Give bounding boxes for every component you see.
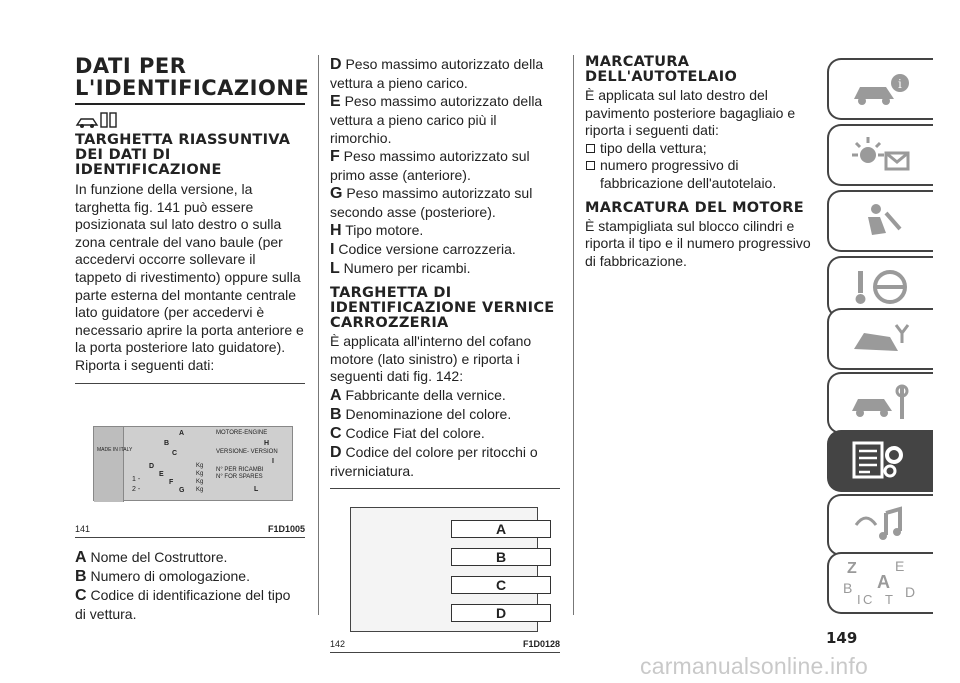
- paint-label-b: B: [451, 548, 551, 566]
- paint-label-c: C: [451, 576, 551, 594]
- page-title: DATI PER L'IDENTIFICAZIONE: [75, 55, 305, 105]
- plate-kg: Kg: [196, 470, 204, 477]
- list-item: F Peso massimo autorizzato sul primo asse (anteriore).: [330, 148, 530, 183]
- maintenance-car-icon: [846, 383, 916, 423]
- bullet-item: numero progressivo di fabbricazione dell'autotelaio.: [585, 157, 815, 192]
- list-item: A Fabbricante della vernice.: [330, 386, 506, 404]
- plate-letter-g: G: [179, 486, 185, 494]
- paint-label-a: A: [451, 520, 551, 538]
- section-body: In funzione della versione, la targhetta fig. 141 può essere posizionata sul lato destro o sulla zona centrale del vano baule (per accedervi occorre sollevare il tappeto di rivestimento) oppure sulla parte esterna del montante centrale lato guidatore (per accedervi è necessario aprire la porta anteriore e la porta posteriore lato guidatore). Riporta i seguenti dati:: [75, 181, 304, 373]
- id-plate-illustration: [93, 426, 293, 501]
- plate-spares-en: N° FOR SPARES: [216, 473, 263, 480]
- figure-code: F1D0128: [522, 638, 560, 649]
- bullet-square-icon: [586, 161, 595, 170]
- plate-letter-c: C: [172, 449, 178, 457]
- warning-lights-icon: [846, 135, 916, 175]
- svg-text:i: i: [898, 77, 902, 91]
- index-letters-icon: Z E A B D C I T: [843, 558, 916, 607]
- legend-list: [75, 548, 305, 623]
- multimedia-icon: [846, 505, 916, 545]
- tab-multimedia[interactable]: [827, 494, 933, 556]
- list-item: A Nome del Costruttore.: [75, 548, 228, 566]
- car-document-icon: [75, 111, 119, 129]
- legend-list: [330, 386, 560, 480]
- plate-spares-it: N° PER RICAMBI: [216, 466, 264, 473]
- figure-top-rule: [330, 488, 560, 489]
- section-title: MARCATURA DELL'AUTOTELAIO: [585, 54, 738, 85]
- watermark: carmanualsonline.info: [640, 653, 868, 679]
- legend-list: [330, 55, 560, 278]
- list-item: C Codice Fiat del colore.: [330, 424, 485, 442]
- key-steering-icon: [846, 267, 916, 307]
- list-item: D Codice del colore per ritocchi o riverniciatura.: [330, 443, 538, 479]
- tab-emergency-crash[interactable]: [827, 308, 933, 370]
- page-number: 149: [826, 629, 858, 647]
- column-3: [585, 55, 815, 270]
- plate-letter-i: I: [272, 457, 274, 465]
- plate-kg: Kg: [196, 478, 204, 485]
- section-body: È stampigliata sul blocco cilindri e riporta il tipo e il numero progressivo di fabbricazione.: [585, 217, 811, 269]
- plate-version-label: VERSIONE- VERSION: [216, 448, 278, 455]
- figure-bottom-rule: [75, 537, 305, 538]
- plate-letter-h: H: [264, 439, 270, 447]
- section-title: MARCATURA DEL MOTORE: [585, 199, 804, 216]
- tab-car-info[interactable]: [827, 58, 933, 120]
- section-body: È applicata all'interno del cofano motore (lato sinistro) e riporta i seguenti dati fig. 142:: [330, 333, 532, 385]
- list-item: H Tipo motore.: [330, 222, 424, 239]
- figure-number: 141: [75, 523, 91, 534]
- tab-seat-airbag[interactable]: [827, 190, 933, 252]
- figure-number: 142: [330, 638, 346, 649]
- tab-maintenance-car[interactable]: [827, 372, 933, 434]
- figure-code: F1D1005: [267, 523, 305, 534]
- list-item: L Numero per ricambi.: [330, 260, 471, 277]
- column-separator: [318, 55, 319, 615]
- list-item: I Codice versione carrozzeria.: [330, 241, 516, 258]
- list-item: B Denominazione del colore.: [330, 405, 512, 423]
- list-item: D Peso massimo autorizzato della vettura a pieno carico.: [330, 56, 544, 91]
- bullet-square-icon: [586, 144, 595, 153]
- tab-warning-lights[interactable]: [827, 124, 933, 186]
- plate-kg: Kg: [196, 462, 204, 469]
- list-item: G Peso massimo autorizzato sul secondo asse (posteriore).: [330, 185, 533, 220]
- paint-plate-illustration: [350, 507, 538, 632]
- seat-airbag-icon: [846, 201, 916, 241]
- tab-index[interactable]: [827, 552, 933, 614]
- column-1: [75, 54, 310, 623]
- section-icon: [75, 111, 305, 129]
- car-info-icon: [846, 69, 916, 109]
- list-item: E Peso massimo autorizzato della vettura a pieno carico più il rimorchio.: [330, 93, 543, 146]
- list-item: C Codice di identificazione del tipo di vettura.: [75, 586, 291, 622]
- plate-row-2: 2 -: [132, 485, 141, 493]
- bullet-item: tipo della vettura;: [585, 140, 815, 158]
- emergency-crash-icon: [846, 319, 916, 359]
- figure-caption: [75, 524, 305, 534]
- plate-letter-a: A: [179, 429, 185, 437]
- section-body: È applicata sul lato destro del pavimento posteriore bagagliaio e riporta i seguenti dati:: [585, 87, 796, 139]
- column-separator: [573, 55, 574, 615]
- figure-bottom-rule: [330, 652, 560, 653]
- plate-engine-label: MOTORE-ENGINE: [216, 429, 268, 436]
- figure-142: [330, 495, 560, 645]
- section-title: TARGHETTA RIASSUNTIVA DEI DATI DI IDENTIFICAZIONE: [75, 132, 291, 178]
- plate-letter-l: L: [254, 485, 259, 493]
- plate-letter-b: B: [164, 439, 170, 447]
- figure-141: [75, 384, 305, 534]
- section-title: TARGHETTA DI IDENTIFICAZIONE VERNICE CARROZZERIA: [330, 285, 555, 331]
- plate-letter-f: F: [169, 478, 174, 486]
- plate-kg: Kg: [196, 486, 204, 493]
- plate-made-in: MADE IN ITALY: [97, 446, 133, 453]
- list-item: B Numero di omologazione.: [75, 567, 250, 585]
- tab-technical-data[interactable]: [827, 430, 933, 492]
- plate-letter-d: D: [149, 462, 155, 470]
- column-2: [330, 55, 560, 653]
- paint-label-d: D: [451, 604, 551, 622]
- plate-letter-e: E: [159, 470, 164, 478]
- technical-data-icon: [846, 439, 916, 483]
- plate-row-1: 1 -: [132, 475, 141, 483]
